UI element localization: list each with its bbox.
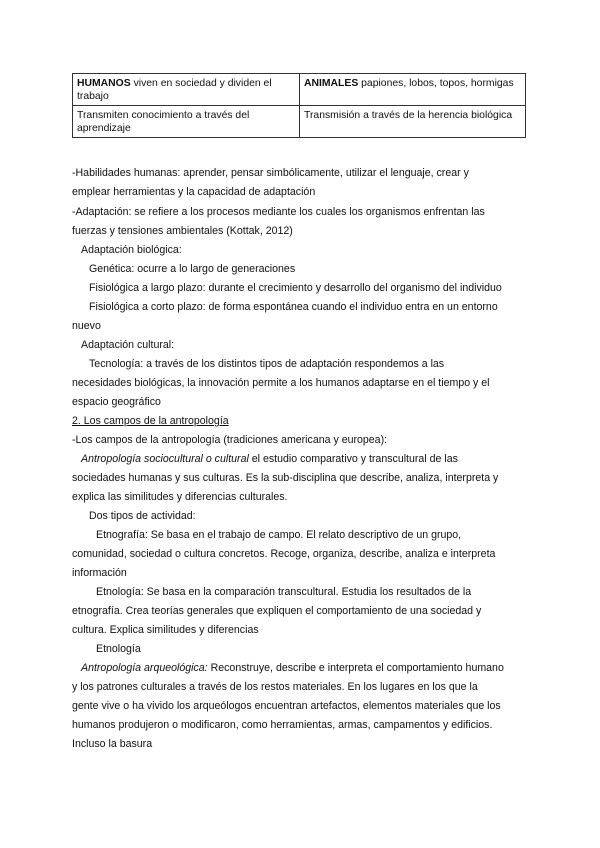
text-line: -Los campos de la antropología (tradiciones americana y europea): bbox=[72, 434, 388, 446]
text-line: necesidades biológicas, la innovación permite a los humanos adaptarse en el tiempo y el bbox=[72, 377, 490, 389]
table-cell-humanos: HUMANOS viven en sociedad y dividen el trabajo bbox=[73, 74, 300, 106]
text-line: Antropología sociocultural o cultural el estudio comparativo y transcultural de las bbox=[81, 453, 458, 465]
table-cell-transmision-herencia: Transmisión a través de la herencia biológica bbox=[300, 106, 526, 138]
text-line: Fisiológica a largo plazo: durante el crecimiento y desarrollo del organismo del individuo bbox=[89, 282, 502, 294]
text-line: fuerzas y tensiones ambientales (Kottak, 2012) bbox=[72, 225, 293, 237]
table-cell-transmision-aprendizaje: Transmiten conocimiento a través del aprendizaje bbox=[73, 106, 300, 138]
text-line: espacio geográfico bbox=[72, 396, 161, 408]
text-line: explica las similitudes y diferencias culturales. bbox=[72, 491, 288, 503]
text-line: gente vive o ha vivido los arqueólogos encuentran artefactos, elementos materiales que los bbox=[72, 700, 501, 712]
text-line: humanos produjeron o modificaron, como herramientas, armas, campamentos y edificios. bbox=[72, 719, 493, 731]
text-line: -Adaptación: se refiere a los procesos mediante los cuales los organismos enfrentan las bbox=[72, 206, 485, 218]
text-line: sociedades humanas y sus culturas. Es la sub-disciplina que describe, analiza, interpreta y bbox=[72, 472, 499, 484]
table-row bbox=[73, 74, 526, 106]
text-line: Tecnología: a través de los distintos tipos de adaptación respondemos a las bbox=[89, 358, 445, 370]
term-antropologia-arqueologica: Antropología arqueológica: bbox=[81, 662, 208, 674]
text-line: Genética: ocurre a lo largo de generaciones bbox=[89, 263, 296, 275]
text-line: Antropología arqueológica: Reconstruye, describe e interpreta el comportamiento humano bbox=[81, 662, 504, 674]
table-cell-animales: ANIMALES papiones, lobos, topos, hormigas bbox=[300, 74, 526, 106]
text-line: Etnología: Se basa en la comparación transcultural. Estudia los resultados de la bbox=[96, 586, 472, 598]
subheading-adaptacion-biologica: Adaptación biológica: bbox=[81, 244, 182, 256]
text-line: Etnología bbox=[96, 643, 141, 655]
comparison-table bbox=[72, 73, 526, 138]
text-line: Incluso la basura bbox=[72, 738, 153, 750]
table-row bbox=[73, 106, 526, 138]
term-antropologia-sociocultural: Antropología sociocultural o cultural bbox=[81, 453, 249, 465]
text-line: emplear herramientas y la capacidad de adaptación bbox=[72, 186, 316, 198]
text-line: etnografía. Crea teorías generales que expliquen el comportamiento de una sociedad y bbox=[72, 605, 482, 617]
text-line: y los patrones culturales a través de los restos materiales. En los lugares en los que la bbox=[72, 681, 478, 693]
text-line: Fisiológica a corto plazo: de forma espontánea cuando el individuo entra en un entorno bbox=[89, 301, 498, 313]
text-line: Etnografía: Se basa en el trabajo de campo. El relato descriptivo de un grupo, bbox=[96, 529, 462, 541]
subheading-adaptacion-cultural: Adaptación cultural: bbox=[81, 339, 175, 351]
text-line: cultura. Explica similitudes y diferencias bbox=[72, 624, 259, 636]
text-line: información bbox=[72, 567, 127, 579]
text-line: Dos tipos de actividad: bbox=[89, 510, 196, 522]
text-line: nuevo bbox=[72, 320, 101, 332]
text-line: -Habilidades humanas: aprender, pensar simbólicamente, utilizar el lenguaje, crear y bbox=[72, 167, 469, 179]
section-heading: 2. Los campos de la antropología bbox=[72, 415, 229, 427]
text-line: comunidad, sociedad o cultura concretos. Recoge, organiza, describe, analiza e interpreta bbox=[72, 548, 496, 560]
